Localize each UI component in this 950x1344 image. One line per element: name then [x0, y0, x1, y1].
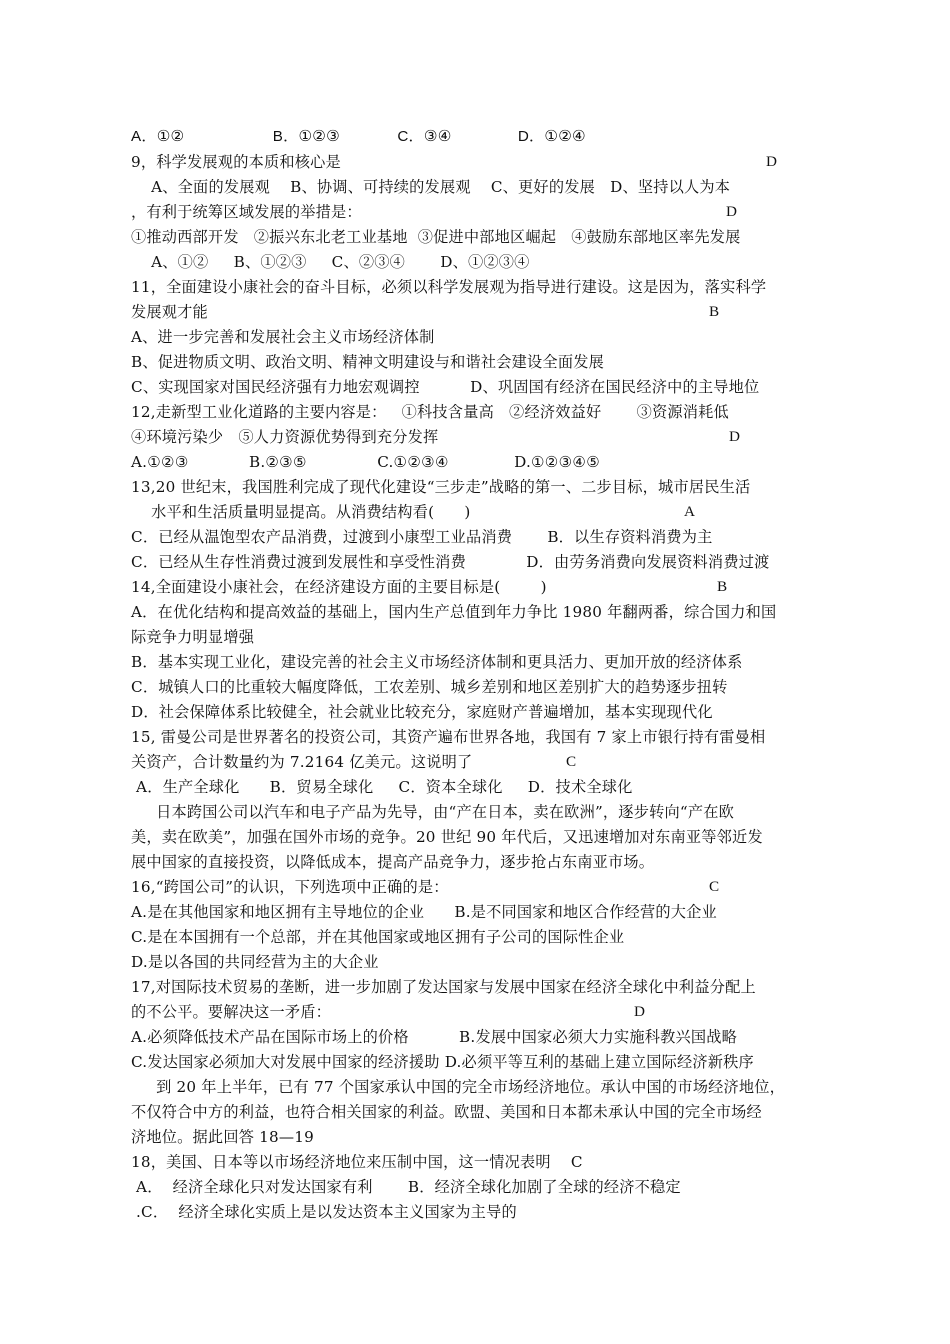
- q11-option-b: B、促进物质文明、政治文明、精神文明建设与和谐社会建设全面发展: [131, 353, 604, 371]
- q8-options: A．①② B．①②③ C．③④ D．①②④: [131, 128, 586, 145]
- q16-stem: 16,“跨国公司”的认识，下列选项中正确的是：: [131, 878, 449, 896]
- q13-stem-cont: 水平和生活质量明显提高。从消费结构看( ): [131, 503, 471, 521]
- q13-stem: 13,20 世纪末，我国胜利完成了现代化建设“三步走”战略的第一、二步目标，城市居民生活: [131, 478, 751, 496]
- q10-stem: ，有利于统筹区域发展的举措是：: [131, 203, 362, 221]
- q12-options: A.①②③ B.②③⑤ C.①②③④ D.①②③④⑤: [131, 453, 601, 471]
- q17-option-ab: A.必须降低技术产品在国际市场上的价格 B.发展中国家必须大力实施科教兴国战略: [131, 1028, 738, 1046]
- q10-options: A、①② B、①②③ C、②③④ D、①②③④: [131, 253, 530, 271]
- passage-2-line-1: 到 20 年上半年，已有 77 个国家承认中国的完全市场经济地位。承认中国的市场经济地位，: [131, 1078, 786, 1096]
- q15-options: A．生产全球化 B．贸易全球化 C．资本全球化 D．技术全球化: [131, 778, 633, 796]
- q17-stem: 17,对国际技术贸易的垄断，进一步加剧了发达国家与发展中国家在经济全球化中利益分配上: [131, 978, 756, 996]
- q14-option-d: D．社会保障体系比较健全，社会就业比较充分，家庭财产普遍增加，基本实现现代化: [131, 703, 713, 721]
- q16-answer: C: [709, 878, 720, 895]
- passage-1-line-1: 日本跨国公司以汽车和电子产品为先导，由“产在日本，卖在欧洲”，逐步转向“产在欧: [131, 803, 734, 821]
- q16-option-ab: A.是在其他国家和地区拥有主导地位的企业 B.是不同国家和地区合作经营的大企业: [131, 903, 717, 921]
- passage-2-line-2: 不仅符合中方的利益，也符合相关国家的利益。欧盟、美国和日本都未承认中国的完全市场经: [131, 1103, 762, 1121]
- q14-answer: B: [717, 578, 728, 595]
- q18-option-c: .C． 经济全球化实质上是以发达资本主义国家为主导的: [131, 1203, 517, 1221]
- q11-option-cd: C、实现国家对国民经济强有力地宏观调控 D、巩固国有经济在国民经济中的主导地位: [131, 378, 760, 396]
- q13-answer: A: [684, 503, 695, 520]
- q18-option-ab: A． 经济全球化只对发达国家有利 B．经济全球化加剧了全球的经济不稳定: [131, 1178, 681, 1196]
- q15-stem-cont: 关资产，合计数量约为 7.2164 亿美元。这说明了: [131, 753, 473, 771]
- passage-2-line-3: 济地位。据此回答 18—19: [131, 1128, 314, 1146]
- q14-option-a-cont: 际竞争力明显增强: [131, 628, 255, 646]
- q13-option-ab: C．已经从温饱型农产品消费，过渡到小康型工业品消费 B．以生存资料消费为主: [131, 528, 713, 546]
- q15-answer: C: [566, 753, 577, 770]
- q14-option-a: A．在优化结构和提高效益的基础上，国内生产总值到年力争比 1980 年翻两番，综合国力和国: [131, 603, 777, 621]
- q13-option-cd: C．已经从生存性消费过渡到发展性和享受性消费 D．由劳务消费向发展资料消费过渡: [131, 553, 770, 571]
- q9-stem: 9，科学发展观的本质和核心是: [131, 153, 341, 171]
- q11-stem-cont: 发展观才能: [131, 303, 208, 321]
- q18-stem: 18，美国、日本等以市场经济地位来压制中国，这一情况表明 C: [131, 1153, 583, 1171]
- q15-stem: 15, 雷曼公司是世界著名的投资公司，其资产遍布世界各地，我国有 7 家上市银行持有雷曼相: [131, 728, 766, 746]
- q14-option-b: B．基本实现工业化，建设完善的社会主义市场经济体制和更具活力、更加开放的经济体系: [131, 653, 743, 671]
- q9-answer: D: [766, 153, 777, 170]
- q11-option-a: A、进一步完善和发展社会主义市场经济体制: [131, 328, 435, 346]
- q9-options: A、全面的发展观 B、协调、可持续的发展观 C、更好的发展 D、坚持以人为本: [131, 178, 731, 196]
- q11-answer: B: [709, 303, 720, 320]
- q14-stem: 14,全面建设小康社会，在经济建设方面的主要目标是( ): [131, 578, 547, 596]
- q16-option-d: D.是以各国的共同经营为主的大企业: [131, 953, 379, 971]
- q10-items: ①推动西部开发 ②振兴东北老工业基地 ③促进中部地区崛起 ④鼓励东部地区率先发展: [131, 228, 741, 246]
- passage-1-line-2: 美，卖在欧美”，加强在国外市场的竞争。20 世纪 90 年代后，又迅速增加对东南亚等邻近发: [131, 828, 763, 846]
- q17-stem-cont: 的不公平。要解决这一矛盾：: [131, 1003, 332, 1021]
- q14-option-c: C．城镇人口的比重较大幅度降低，工农差别、城乡差别和地区差别扩大的趋势逐步扭转: [131, 678, 728, 696]
- q11-stem: 11，全面建设小康社会的奋斗目标，必须以科学发展观为指导进行建设。这是因为，落实科学: [131, 278, 767, 296]
- q12-items: ④环境污染少 ⑤人力资源优势得到充分发挥: [131, 428, 439, 446]
- q12-answer: D: [729, 428, 740, 445]
- q10-answer: D: [726, 203, 737, 220]
- q17-option-cd: C.发达国家必须加大对发展中国家的经济援助 D.必须平等互利的基础上建立国际经济新秩序: [131, 1053, 754, 1071]
- passage-1-line-3: 展中国家的直接投资，以降低成本，提高产品竞争力，逐步抢占东南亚市场。: [131, 853, 655, 871]
- q17-answer: D: [634, 1003, 645, 1020]
- q12-stem: 12,走新型工业化道路的主要内容是： ①科技含量高 ②经济效益好 ③资源消耗低: [131, 403, 729, 421]
- q16-option-c: C.是在本国拥有一个总部，并在其他国家或地区拥有子公司的国际性企业: [131, 928, 625, 946]
